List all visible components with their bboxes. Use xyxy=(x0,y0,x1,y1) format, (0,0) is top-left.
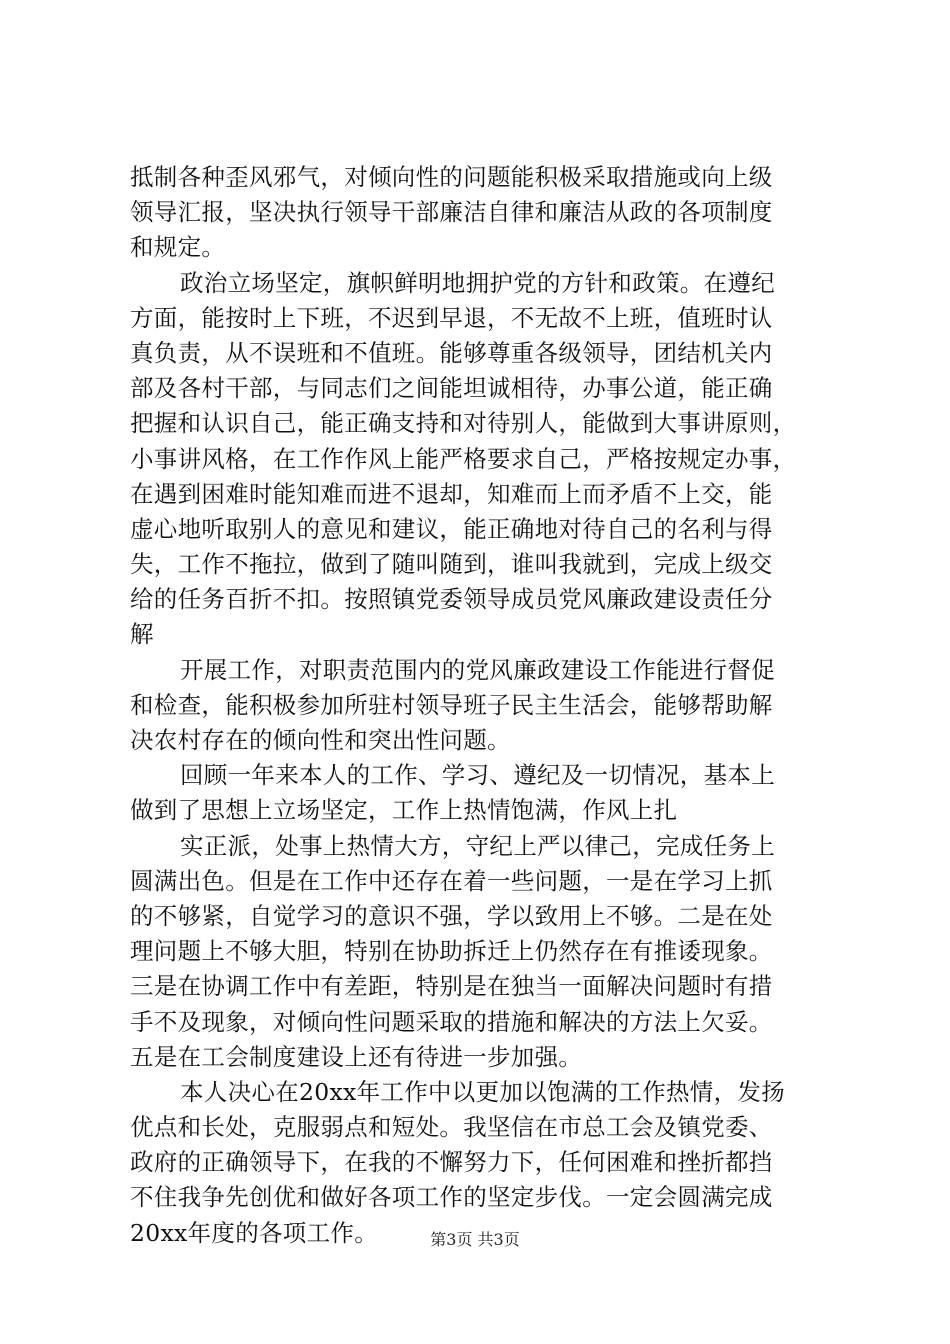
text-line: 不住我争先创优和做好各项工作的坚定步伐。一定会圆满完成 xyxy=(130,1183,773,1212)
text-line: 优点和长处，克服弱点和短处。我坚信在市总工会及镇党委、 xyxy=(130,1113,773,1142)
text-line: 在遇到困难时能知难而进不退却，知难而上而矛盾不上交，能 xyxy=(130,479,773,508)
text-line: 做到了思想上立场坚定，工作上热情饱满，作风上扎 xyxy=(130,796,678,825)
text-line: 政治立场坚定，旗帜鲜明地拥护党的方针和政策。在遵纪 xyxy=(180,268,775,297)
text-line: 和规定。 xyxy=(130,233,226,262)
text-line: 20xx年度的各项工作。 xyxy=(130,1218,379,1247)
page-footer: 第3页 共3页 xyxy=(430,1230,520,1249)
text-line: 真负责，从不误班和不值班。能够尊重各级领导，团结机关内 xyxy=(130,338,773,367)
text-line: 把握和认识自己，能正确支持和对待别人，能做到大事讲原则， xyxy=(130,409,797,438)
text-line: 抵制各种歪风邪气，对倾向性的问题能积极采取措施或向上级 xyxy=(130,163,773,191)
text-line: 部及各村干部，与同志们之间能坦诚相待，办事公道，能正确 xyxy=(130,374,773,403)
text-line: 虚心地听取别人的意见和建议，能正确地对待自己的名利与得 xyxy=(130,514,773,543)
text-line: 决农村存在的倾向性和突出性问题。 xyxy=(130,726,511,754)
text-line: 和检查，能积极参加所驻村领导班子民主生活会，能够帮助解 xyxy=(130,690,773,719)
text-line: 开展工作，对职责范围内的党风廉政建设工作能进行督促 xyxy=(180,655,775,684)
text-line: 政府的正确领导下，在我的不懈努力下，任何困难和挫折都挡 xyxy=(130,1148,773,1177)
text-line: 的不够紧，自觉学习的意识不强，学以致用上不够。二是在处 xyxy=(130,901,773,930)
text-line: 本人决心在20xx年工作中以更加以饱满的工作热情，发扬 xyxy=(180,1077,786,1106)
text-line: 手不及现象，对倾向性问题采取的措施和解决的方法上欠妥。 xyxy=(130,1007,773,1036)
text-line: 解 xyxy=(130,620,154,649)
text-line: 五是在工会制度建设上还有待进一步加强。 xyxy=(130,1042,583,1071)
text-line: 回顾一年来本人的工作、学习、遵纪及一切情况，基本上 xyxy=(180,761,775,790)
text-line: 失，工作不拖拉，做到了随叫随到，谁叫我就到，完成上级交 xyxy=(130,550,773,579)
text-line: 理问题上不够大胆，特别在协助拆迁上仍然存在有推诿现象。 xyxy=(130,937,773,966)
text-line: 领导汇报，坚决执行领导干部廉洁自律和廉洁从政的各项制度 xyxy=(130,198,773,227)
text-line: 小事讲风格，在工作作风上能严格要求自己，严格按规定办事， xyxy=(130,444,797,473)
text-line: 给的任务百折不扣。按照镇党委领导成员党风廉政建设责任分 xyxy=(130,585,773,614)
document-body xyxy=(130,160,830,1251)
text-line: 方面，能按时上下班，不迟到早退，不无故不上班，值班时认 xyxy=(130,303,773,332)
text-line: 圆满出色。但是在工作中还存在着一些问题，一是在学习上抓 xyxy=(130,866,773,895)
text-line: 三是在协调工作中有差距，特别是在独当一面解决问题时有措 xyxy=(130,972,773,1001)
text-line: 实正派，处事上热情大方，守纪上严以律己，完成任务上 xyxy=(180,831,775,860)
